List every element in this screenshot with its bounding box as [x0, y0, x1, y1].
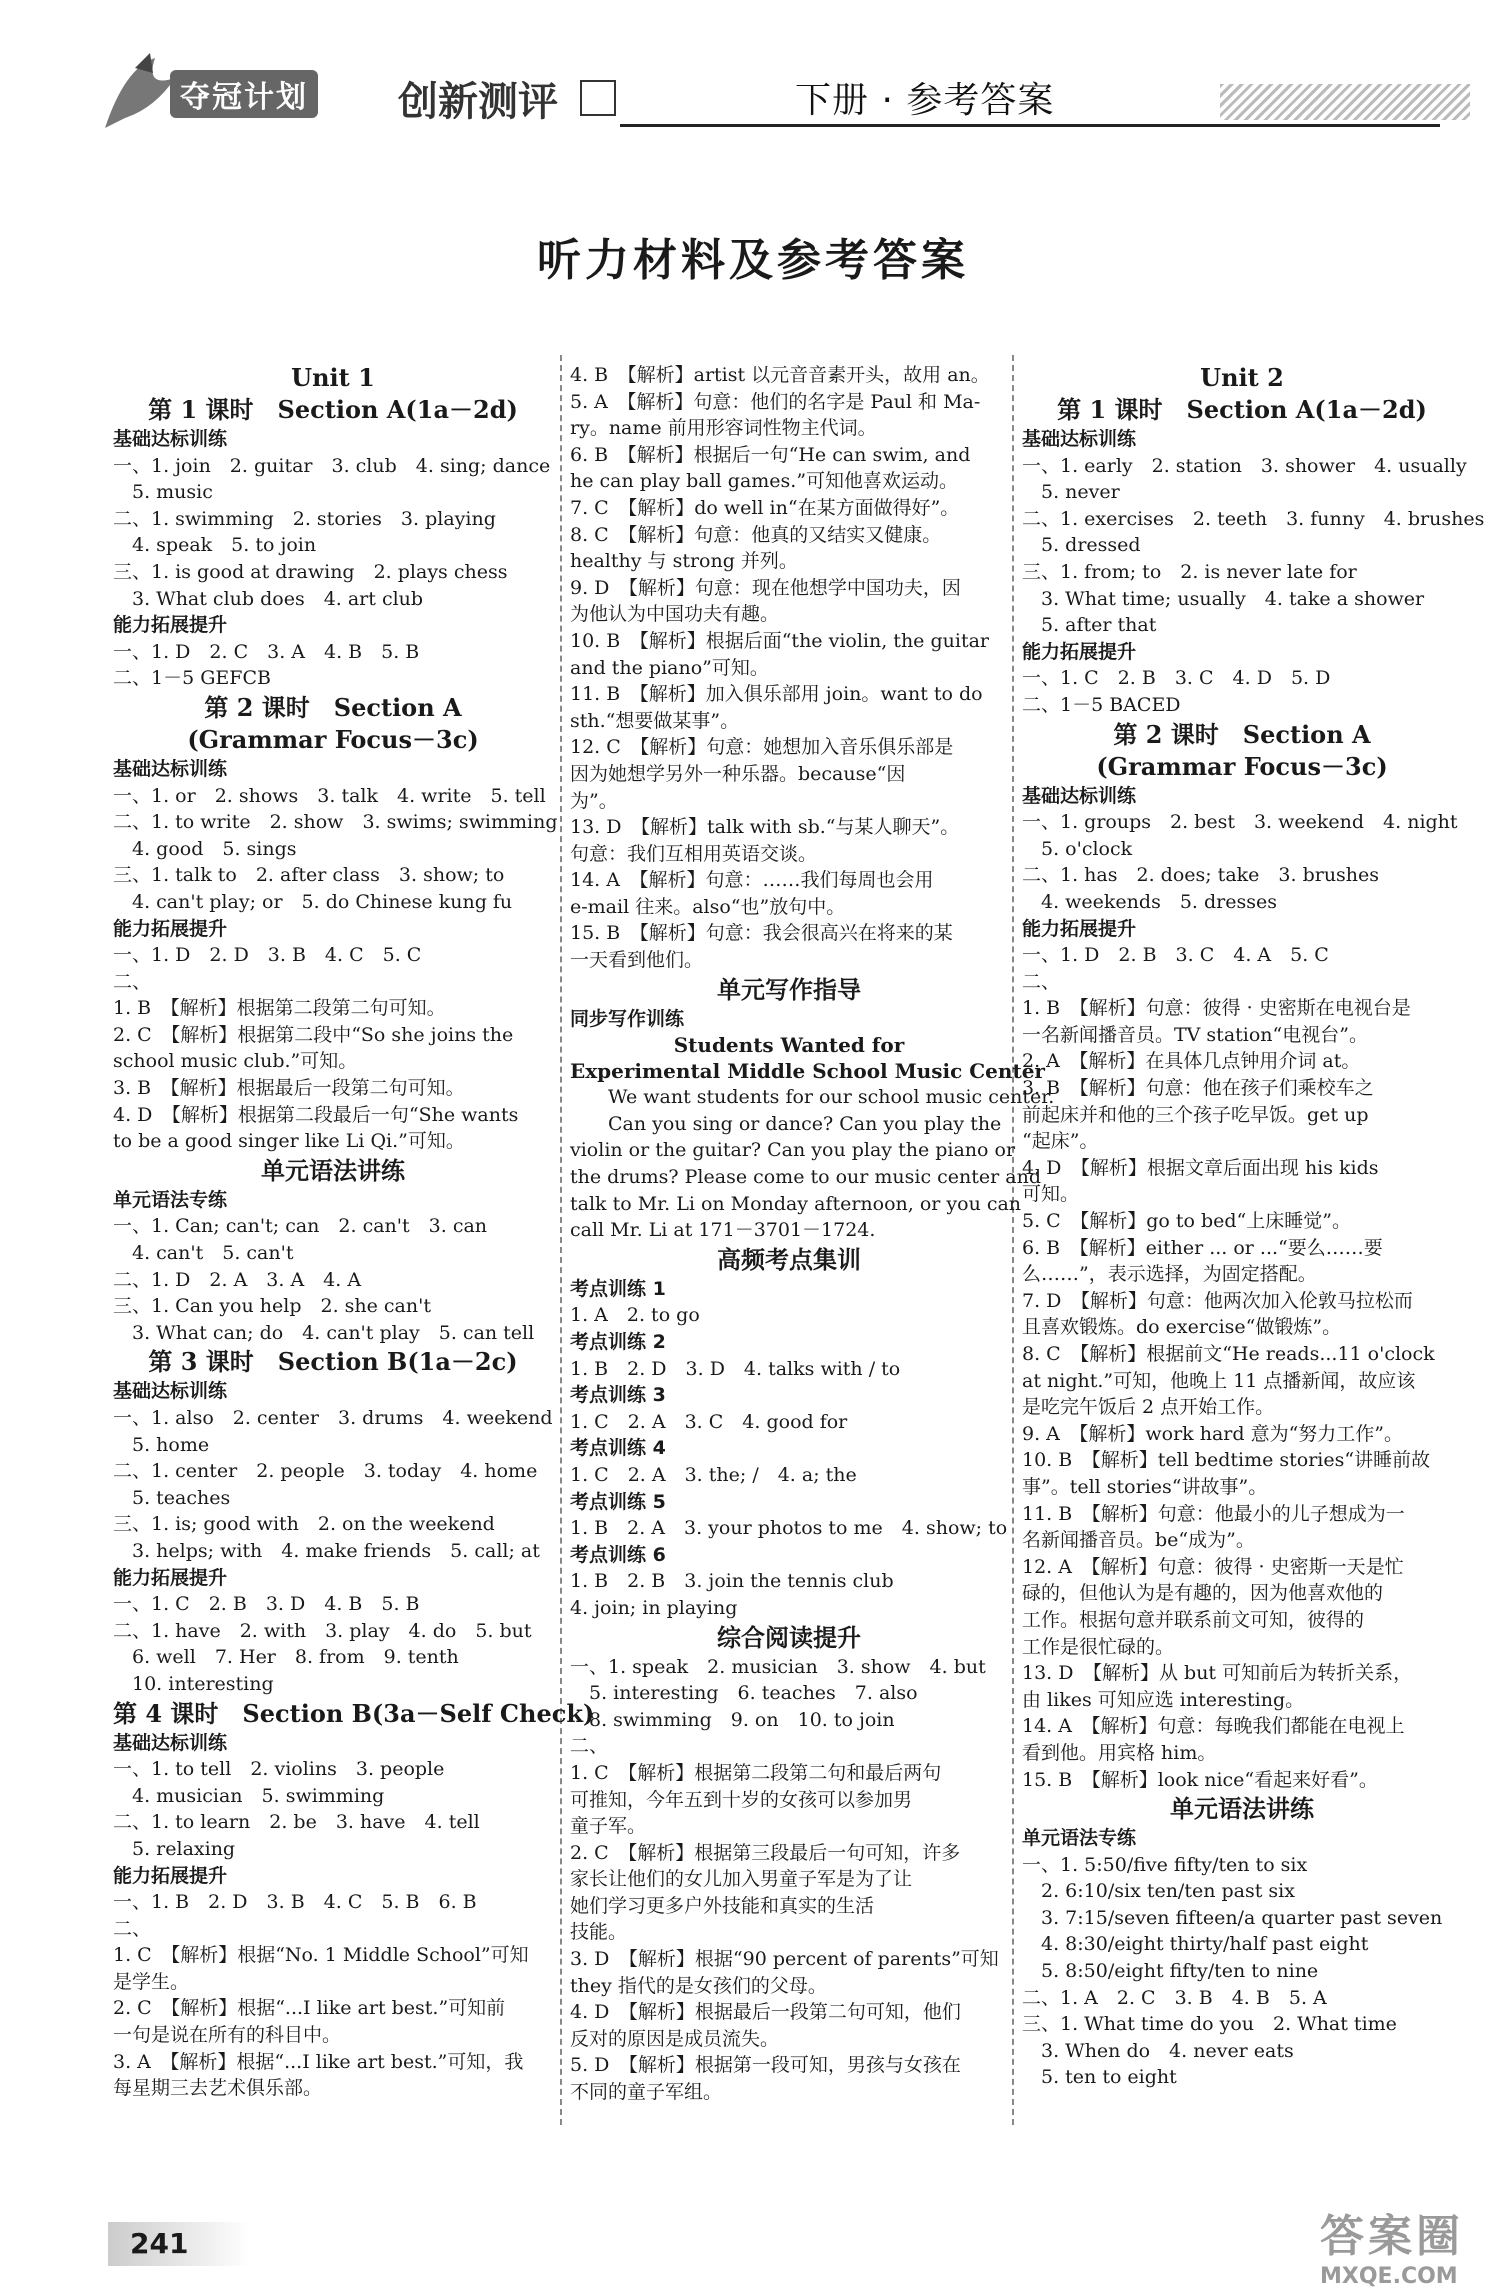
answer-line: 2. C 【解析】根据“...I like art best.”可知前 [113, 1997, 506, 2020]
answer-line: 二、1. has 2. does; take 3. brushes [1022, 864, 1380, 887]
answer-line: 10. B 【解析】tell bedtime stories“讲睡前故 [1022, 1449, 1431, 1472]
answer-line: 一、1. to tell 2. violins 3. people [113, 1758, 445, 1781]
section-heading: Unit 1 [291, 363, 375, 392]
answer-line: 三、1. from; to 2. is never late for [1022, 560, 1357, 583]
answer-line: 一、1. early 2. station 3. shower 4. usually [1022, 454, 1467, 477]
essay-line: Can you sing or dance? Can you play the [608, 1112, 1002, 1135]
answer-line: 4. join; in playing [570, 1596, 738, 1619]
subsection-label: 考点训练 3 [570, 1384, 666, 1407]
answer-line: and the piano”可知。 [570, 656, 769, 679]
answer-line: 3. helps; with 4. make friends 5. call; at [113, 1539, 540, 1562]
answer-line: 8. swimming 9. on 10. to join [570, 1708, 895, 1731]
answer-line: 为他认为中国功夫有趣。 [570, 603, 780, 626]
essay-title: Experimental Middle School Music Center [570, 1059, 1045, 1084]
answer-line: 二、1－5 GEFCB [113, 667, 271, 690]
answer-line: 3. When do 4. never eats [1022, 2039, 1294, 2062]
answer-line: violin or the guitar? Can you play the piano or [570, 1139, 1016, 1162]
book-icon [580, 80, 616, 116]
answer-line: 4. good 5. sings [113, 837, 297, 860]
answer-line: 5. music [113, 481, 213, 504]
answer-line: 2. 6:10/six ten/ten past six [1022, 1880, 1295, 1903]
subsection-label: 能力拓展提升 [113, 1864, 228, 1887]
answer-line: 1. C 【解析】根据“No. 1 Middle School”可知 [113, 1944, 529, 1967]
column-divider [560, 355, 562, 2125]
subsection-label: 能力拓展提升 [1022, 640, 1137, 663]
column-divider [1012, 355, 1014, 2125]
answer-line: 7. D 【解析】句意：他两次加入伦敦马拉松而 [1022, 1289, 1413, 1312]
answer-line: 9. D 【解析】句意：现在他想学中国功夫，因 [570, 576, 961, 599]
answer-line: 句意：我们互相用英语交谈。 [570, 842, 818, 865]
answer-line: ry。name 前用形容词性物主代词。 [570, 417, 877, 440]
section-heading: 第 1 课时 Section A(1a－2d) [1057, 395, 1427, 424]
answer-line: 名新闻播音员。be“成为”。 [1022, 1529, 1255, 1552]
answer-line: 一、1. C 2. B 3. D 4. B 5. B [113, 1593, 420, 1616]
column-right [1022, 362, 1485, 2091]
answer-line: at night.”可知，他晚上 11 点播新闻，故应该 [1022, 1369, 1416, 1392]
answer-line: 4. 8:30/eight thirty/half past eight [1022, 1933, 1369, 1956]
answer-line: 工作是很忙碌的。 [1022, 1635, 1175, 1658]
answer-line: 是吃完午饭后 2 点开始工作。 [1022, 1396, 1275, 1419]
answer-line: 14. A 【解析】句意：……我们每周也会用 [570, 869, 934, 892]
answer-line: 一、1. or 2. shows 3. talk 4. write 5. tell [113, 784, 546, 807]
answer-line: 4. can't play; or 5. do Chinese kung fu [113, 890, 513, 913]
watermark [1320, 2200, 1464, 2289]
answer-line: 15. B 【解析】句意：我会很高兴在将来的某 [570, 922, 953, 945]
answer-line: 5. C 【解析】go to bed“上床睡觉”。 [1022, 1210, 1351, 1233]
answer-line: 二、1. D 2. A 3. A 4. A [113, 1268, 362, 1291]
answer-line: 6. well 7. Her 8. from 9. tenth [113, 1646, 459, 1669]
answer-line: 二、1. to write 2. show 3. swims; swimming [113, 811, 558, 834]
answer-line: 工作。根据句意并联系前文可知，彼得的 [1022, 1608, 1365, 1631]
answer-line: 3. What can; do 4. can't play 5. can tell [113, 1321, 535, 1344]
answer-line: 4. speak 5. to join [113, 534, 317, 557]
answer-line: 3. A 【解析】根据“...I like art best.”可知，我 [113, 2050, 524, 2073]
answer-line: 13. D 【解析】从 but 可知前后为转折关系， [1022, 1662, 1413, 1685]
subsection-label: 基础达标训练 [113, 428, 228, 450]
subsection-label: 基础达标训练 [113, 1731, 228, 1754]
essay-title: Students Wanted for [673, 1033, 905, 1058]
answer-line: 碌的，但他认为是有趣的，因为他喜欢他的 [1022, 1582, 1384, 1605]
answer-line: 1. B 【解析】根据第二段第二句可知。 [113, 997, 446, 1020]
answer-line: to be a good singer like Li Qi.”可知。 [113, 1130, 465, 1153]
answer-line: 5. interesting 6. teaches 7. also [570, 1682, 918, 1705]
answer-line: 一、1. C 2. B 3. C 4. D 5. D [1022, 667, 1331, 690]
answer-line: 一、1. join 2. guitar 3. club 4. sing; dance [113, 454, 551, 477]
answer-line: they 指代的是女孩们的父母。 [570, 1974, 827, 1997]
brand-name: 夺冠计划 [170, 70, 318, 118]
answer-line: 1. C 【解析】根据第二段第二句和最后两句 [570, 1761, 942, 1784]
answer-line: 每星期三去艺术俱乐部。 [113, 2077, 323, 2100]
section-heading: (Grammar Focus－3c) [1096, 751, 1388, 781]
answer-line: 看到他。用宾格 him。 [1022, 1741, 1217, 1764]
essay-line: We want students for our school music center. [608, 1086, 1055, 1109]
answer-line: 5. A 【解析】句意：他们的名字是 Paul 和 Ma- [570, 390, 981, 413]
answer-line: talk to Mr. Li on Monday afternoon, or you can [570, 1192, 1022, 1215]
answer-line: 12. C 【解析】句意：她想加入音乐俱乐部是 [570, 736, 954, 759]
answer-line: 1. B 2. B 3. join the tennis club [570, 1570, 894, 1593]
answer-line: 1. B 2. D 3. D 4. talks with / to [570, 1357, 901, 1380]
answer-line: 4. D 【解析】根据第二段最后一句“She wants [113, 1103, 519, 1126]
section-heading: 第 1 课时 Section A(1a－2d) [148, 395, 518, 424]
subsection-label: 能力拓展提升 [113, 614, 228, 637]
answer-line: 4. B 【解析】artist 以元音音素开头，故用 an。 [570, 364, 990, 386]
answer-line: the drums? Please come to our music center and [570, 1166, 1042, 1189]
column-middle [570, 362, 1055, 2106]
section-heading: 高频考点集训 [717, 1244, 861, 1274]
answer-line: 三、1. is; good with 2. on the weekend [113, 1513, 495, 1536]
section-heading: 第 2 课时 Section A [204, 692, 462, 722]
answer-line: 一天看到他们。 [570, 949, 704, 972]
section-heading: 单元语法讲练 [1170, 1794, 1314, 1824]
answer-line: 可知。 [1022, 1183, 1080, 1206]
answer-line: 因为她想学另外一种乐器。because“因 [570, 762, 906, 785]
section-heading: 单元写作指导 [717, 974, 861, 1004]
answer-line: 1. A 2. to go [570, 1304, 700, 1327]
answer-line: 可推知，今年五到十岁的女孩可以参加男 [570, 1788, 913, 1811]
watermark-logo: 答案圈 [1320, 2211, 1464, 2262]
answer-line: 由 likes 可知应选 interesting。 [1022, 1688, 1305, 1711]
answer-line: 6. B 【解析】either ... or ...“要么……要 [1022, 1236, 1383, 1259]
answer-line: 3. D 【解析】根据“90 percent of parents”可知 [570, 1948, 999, 1971]
section-heading: 第 3 课时 Section B(1a－2c) [148, 1347, 518, 1377]
answer-line: 不同的童子军组。 [570, 2081, 723, 2104]
subsection-label: 基础达标训练 [113, 757, 228, 780]
answer-line: 11. B 【解析】句意：他最小的儿子想成为一 [1022, 1502, 1405, 1525]
answer-line: 么……”，表示选择，为固定搭配。 [1022, 1263, 1317, 1286]
answer-line: 二、1. A 2. C 3. B 4. B 5. A [1022, 1986, 1327, 2009]
subsection-label: 考点训练 2 [570, 1331, 666, 1353]
subsection-label: 能力拓展提升 [1022, 917, 1137, 940]
answer-line: 且喜欢锻炼。do exercise“做锻炼”。 [1022, 1316, 1342, 1339]
answer-line: 一、1. D 2. B 3. C 4. A 5. C [1022, 944, 1329, 967]
answer-line: 13. D 【解析】talk with sb.“与某人聊天”。 [570, 816, 960, 839]
subsection-label: 单元语法专练 [1022, 1827, 1137, 1850]
answer-line: 二、 [570, 1735, 609, 1758]
answer-line: 二、1. swimming 2. stories 3. playing [113, 507, 496, 530]
answer-line: 5. after that [1022, 614, 1157, 637]
subsection-label: 单元语法专练 [113, 1188, 228, 1211]
answer-line: 三、1. What time do you 2. What time [1022, 2013, 1397, 2036]
answer-line: 4. D 【解析】根据最后一段第二句可知，他们 [570, 2001, 961, 2024]
answer-line: 6. B 【解析】根据后一句“He can swim, and [570, 443, 971, 466]
answer-line: sth.“想要做某事”。 [570, 709, 740, 732]
section-heading: 单元语法讲练 [261, 1155, 405, 1185]
watermark-url: MXQE.COM [1320, 2264, 1458, 2289]
answer-line: 2. C 【解析】根据第二段中“So she joins the [113, 1023, 514, 1046]
answer-line: 1. C 2. A 3. the; / 4. a; the [570, 1463, 857, 1486]
subsection-label: 基础达标训练 [113, 1380, 228, 1403]
answer-line: 二、1－5 BACED [1022, 693, 1181, 716]
answer-line: 3. B 【解析】根据最后一段第二句可知。 [113, 1077, 465, 1100]
answer-line: 一、1. groups 2. best 3. weekend 4. night [1022, 811, 1458, 834]
answer-line: 是学生。 [113, 1970, 190, 1993]
answer-line: 一、1. D 2. D 3. B 4. C 5. C [113, 944, 422, 967]
section-heading: Unit 2 [1200, 363, 1284, 392]
answer-line: 二、1. to learn 2. be 3. have 4. tell [113, 1811, 480, 1834]
answer-line: “起床”。 [1022, 1130, 1099, 1153]
answer-line: 7. C 【解析】do well in“在某方面做得好”。 [570, 496, 960, 519]
answer-line: 4. musician 5. swimming [113, 1784, 385, 1807]
answer-line: 8. C 【解析】根据前文“He reads...11 o'clock [1022, 1343, 1435, 1365]
answer-line: 2. C 【解析】根据第三段最后一句可知，许多 [570, 1841, 961, 1864]
section-heading: 第 4 课时 Section B(3a－Self Check) [113, 1698, 595, 1728]
answer-line: 4. D 【解析】根据文章后面出现 his kids [1022, 1156, 1379, 1179]
answer-line: 一、1. D 2. C 3. A 4. B 5. B [113, 640, 420, 663]
subsection-label: 考点训练 5 [570, 1490, 666, 1513]
answer-line: 她们学习更多户外技能和真实的生活 [570, 1894, 875, 1917]
subsection-label: 同步写作训练 [570, 1007, 685, 1030]
answer-line: 1. B 【解析】句意：彼得 · 史密斯在电视台是 [1022, 997, 1411, 1020]
answer-line: 反对的原因是成员流失。 [570, 2027, 780, 2050]
answer-line: 一、1. B 2. D 3. B 4. C 5. B 6. B [113, 1891, 477, 1914]
answer-line: 5. never [1022, 481, 1120, 504]
answer-line: 3. What time; usually 4. take a shower [1022, 587, 1425, 610]
answer-line: 二、 [1022, 970, 1061, 993]
answer-line: 二、 [113, 970, 152, 993]
answer-line: he can play ball games.”可知他喜欢运动。 [570, 470, 959, 493]
answer-line: 8. C 【解析】句意：他真的又结实又健康。 [570, 523, 942, 546]
answer-line: 4. weekends 5. dresses [1022, 890, 1277, 913]
answer-line: school music club.”可知。 [113, 1050, 358, 1073]
answer-line: 三、1. talk to 2. after class 3. show; to [113, 864, 505, 887]
answer-line: 5. dressed [1022, 534, 1141, 557]
answer-line: 1. C 2. A 3. C 4. good for [570, 1410, 848, 1433]
answer-line: healthy 与 strong 并列。 [570, 550, 798, 573]
answer-line: 童子军。 [570, 1815, 647, 1838]
answer-line: 5. o'clock [1022, 837, 1133, 860]
section-heading: (Grammar Focus－3c) [187, 724, 479, 754]
subsection-label: 基础达标训练 [1022, 428, 1137, 450]
answer-line: 三、1. Can you help 2. she can't [113, 1295, 431, 1318]
answer-line: 5. ten to eight [1022, 2066, 1177, 2089]
subsection-label: 基础达标训练 [1022, 784, 1137, 807]
answer-line: 10. B 【解析】根据后面“the violin, the guitar [570, 629, 989, 652]
answer-line: 二、1. have 2. with 3. play 4. do 5. but [113, 1619, 532, 1642]
answer-line: 11. B 【解析】加入俱乐部用 join。want to do [570, 683, 983, 706]
brand-subtitle: 创新测评 [398, 79, 558, 125]
subsection-label: 考点训练 4 [570, 1437, 666, 1460]
answer-line: 5. D 【解析】根据第一段可知，男孩与女孩在 [570, 2054, 961, 2077]
answer-line: 二、 [113, 1917, 152, 1940]
answer-line: 一名新闻播音员。TV station“电视台”。 [1022, 1023, 1368, 1046]
page-title: 听力材料及参考答案 [537, 235, 969, 286]
column-left [113, 362, 595, 2102]
answer-line: 前起床并和他的三个孩子吃早饭。get up [1022, 1103, 1369, 1126]
answer-line: 4. can't 5. can't [113, 1242, 294, 1265]
answer-line: 家长让他们的女儿加入男童子军是为了让 [570, 1868, 913, 1891]
answer-line: 二、1. exercises 2. teeth 3. funny 4. brushes [1022, 507, 1485, 530]
header-decoration [1220, 84, 1470, 120]
header-rule [620, 124, 1440, 127]
answer-line: 5. 8:50/eight fifty/ten to nine [1022, 1960, 1319, 1983]
answer-line: 1. B 2. A 3. your photos to me 4. show; to [570, 1517, 1008, 1540]
section-heading: 第 2 课时 Section A [1113, 719, 1371, 749]
section-label: 下册 · 参考答案 [795, 80, 1055, 121]
answer-line: 2. A 【解析】在具体几点钟用介词 at。 [1022, 1050, 1361, 1073]
answer-line: 5. teaches [113, 1486, 231, 1509]
answer-line: 一句是说在所有的科目中。 [113, 2024, 342, 2047]
answer-line: call Mr. Li at 171－3701－1724. [570, 1219, 876, 1242]
answer-line: 5. relaxing [113, 1837, 236, 1860]
page-number: 241 [108, 2222, 250, 2266]
answer-line: 10. interesting [113, 1672, 274, 1695]
answer-line: 二、1. center 2. people 3. today 4. home [113, 1460, 538, 1483]
answer-line: 三、1. is good at drawing 2. plays chess [113, 560, 508, 583]
answer-line: 3. 7:15/seven fifteen/a quarter past seven [1022, 1906, 1443, 1929]
answer-line: 14. A 【解析】句意：每晚我们都能在电视上 [1022, 1715, 1405, 1738]
subsection-label: 能力拓展提升 [113, 917, 228, 940]
answer-line: 3. B 【解析】句意：他在孩子们乘校车之 [1022, 1077, 1374, 1100]
answer-line: 一、1. speak 2. musician 3. show 4. but [570, 1655, 986, 1678]
answer-line: 5. home [113, 1433, 210, 1456]
answer-line: 12. A 【解析】句意：彼得 · 史密斯一天是忙 [1022, 1555, 1404, 1578]
answer-line: 为”。 [570, 789, 618, 812]
subsection-label: 能力拓展提升 [113, 1566, 228, 1589]
answer-line: 事”。tell stories“讲故事”。 [1022, 1475, 1268, 1498]
answer-line: 一、1. 5:50/five fifty/ten to six [1022, 1853, 1308, 1876]
answer-line: 一、1. also 2. center 3. drums 4. weekend [113, 1407, 553, 1429]
subsection-label: 考点训练 1 [570, 1277, 666, 1300]
answer-line: 9. A 【解析】work hard 意为“努力工作”。 [1022, 1422, 1404, 1445]
answer-line: 一、1. Can; can't; can 2. can't 3. can [113, 1215, 488, 1238]
section-heading: 综合阅读提升 [717, 1622, 861, 1652]
answer-line: 3. What club does 4. art club [113, 587, 424, 610]
answer-line: e-mail 往来。also“也”放句中。 [570, 895, 846, 918]
answer-line: 技能。 [570, 1921, 628, 1944]
subsection-label: 考点训练 6 [570, 1543, 666, 1566]
answer-line: 15. B 【解析】look nice“看起来好看”。 [1022, 1768, 1378, 1791]
